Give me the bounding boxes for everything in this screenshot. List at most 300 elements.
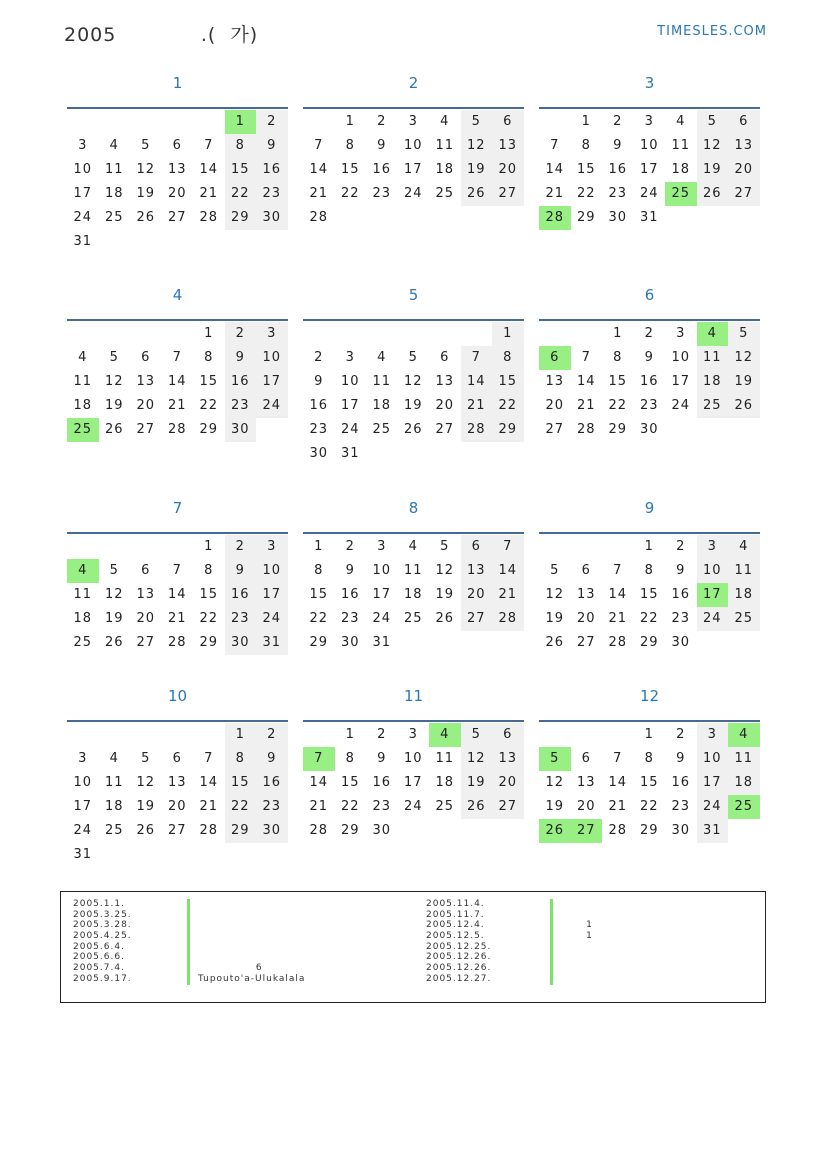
- day-cell: 5: [141, 138, 151, 153]
- day-cell: 6: [492, 110, 524, 134]
- day-cell: 16: [309, 398, 329, 413]
- day-cell: 19: [104, 398, 124, 413]
- day-cell: 14: [608, 775, 628, 790]
- holiday-marker-bar: [550, 920, 553, 931]
- day-cell: 28: [199, 823, 219, 838]
- day-cell: 2: [676, 539, 686, 554]
- day-cell: 9: [225, 346, 257, 370]
- day-cell: 14: [545, 162, 565, 177]
- day-cell: 21: [492, 583, 524, 607]
- day-cell: 24: [340, 422, 360, 437]
- day-cell: 1: [644, 539, 654, 554]
- month-header-rule: [539, 107, 760, 109]
- legend-row: [73, 952, 413, 963]
- day-cell: 17: [372, 587, 392, 602]
- day-cell: 6: [141, 350, 151, 365]
- day-cell: 25: [73, 635, 93, 650]
- day-cell: 3: [78, 751, 88, 766]
- day-cell: 20: [136, 611, 156, 626]
- day-cell: 1: [613, 326, 623, 341]
- day-cell: 15: [639, 775, 659, 790]
- day-cell: 19: [136, 799, 156, 814]
- day-cell: 23: [340, 611, 360, 626]
- day-cell: 10: [403, 138, 423, 153]
- day-cell: 20: [728, 158, 760, 182]
- day-cell: 2: [377, 727, 387, 742]
- day-cell: 26: [545, 635, 565, 650]
- legend-row: [73, 942, 413, 953]
- day-cell: 29: [340, 823, 360, 838]
- day-cell: 11: [104, 775, 124, 790]
- day-cell: 8: [644, 751, 654, 766]
- day-cell: 26: [728, 394, 760, 418]
- brand-logo-text[interactable]: TIMESLES.COM: [657, 24, 767, 39]
- day-cell: 15: [639, 587, 659, 602]
- holiday-marker-bar: [550, 963, 553, 974]
- day-cell: 26: [461, 182, 493, 206]
- holiday-date: 2005.11.7.: [426, 909, 485, 920]
- month-calendar-11: [303, 686, 524, 838]
- holiday-name: 1: [563, 931, 593, 942]
- day-cell: 5: [461, 723, 493, 747]
- day-cell: 2: [345, 539, 355, 554]
- day-cell: 9: [613, 138, 623, 153]
- holiday-date: 2005.12.27.: [426, 973, 492, 984]
- day-cell: 9: [377, 751, 387, 766]
- day-cell: 31: [73, 234, 93, 249]
- day-cell: 31: [340, 446, 360, 461]
- day-cell: 17: [403, 162, 423, 177]
- day-cell: 30: [340, 635, 360, 650]
- month-name: 7: [172, 499, 183, 517]
- legend-row: [73, 920, 413, 931]
- day-cell: 9: [377, 138, 387, 153]
- holiday-date: 2005.12.4.: [426, 920, 485, 931]
- legend-row: [426, 931, 756, 942]
- day-cell: 16: [372, 162, 392, 177]
- day-cell: 18: [435, 775, 455, 790]
- day-cell: 27: [167, 210, 187, 225]
- day-cell: 16: [256, 771, 288, 795]
- holiday-marker-bar: [550, 899, 553, 910]
- day-cell: 22: [340, 799, 360, 814]
- day-cell: 8: [644, 563, 654, 578]
- month-header-rule: [67, 107, 288, 109]
- day-cell: 8: [345, 751, 355, 766]
- day-cell: 24: [256, 607, 288, 631]
- holiday-date: 2005.9.17.: [73, 973, 132, 984]
- day-cell: 27: [136, 635, 156, 650]
- day-cell: 3: [78, 138, 88, 153]
- day-cell: 15: [492, 370, 524, 394]
- day-cell: 11: [403, 563, 423, 578]
- day-cell: 8: [314, 563, 324, 578]
- day-cell: 9: [676, 563, 686, 578]
- day-cell: 18: [697, 370, 729, 394]
- day-cell: 30: [372, 823, 392, 838]
- day-cell: 23: [639, 398, 659, 413]
- day-cell: 10: [73, 775, 93, 790]
- month-header-rule: [539, 532, 760, 534]
- day-cell: 13: [545, 374, 565, 389]
- holiday-date: 2005.12.26.: [426, 952, 492, 963]
- day-cell: 26: [104, 635, 124, 650]
- day-cell: 6: [440, 350, 450, 365]
- day-cell: 5: [141, 751, 151, 766]
- day-cell: 13: [576, 775, 596, 790]
- day-cell: 15: [199, 587, 219, 602]
- holiday-day-cell: 25: [67, 418, 99, 442]
- day-cell: 5: [697, 110, 729, 134]
- day-cell: 7: [204, 751, 214, 766]
- day-cell: 3: [256, 535, 288, 559]
- day-cell: 17: [671, 374, 691, 389]
- holiday-date: 2005.12.5.: [426, 931, 485, 942]
- day-cell: 8: [225, 747, 257, 771]
- day-cell: 28: [576, 422, 596, 437]
- holiday-date: 2005.3.25.: [73, 909, 132, 920]
- day-cell: 21: [199, 186, 219, 201]
- day-cell: 14: [576, 374, 596, 389]
- day-cell: 3: [676, 326, 686, 341]
- day-cell: 10: [697, 559, 729, 583]
- day-cell: 14: [492, 559, 524, 583]
- day-cell: 27: [576, 635, 596, 650]
- day-cell: 27: [492, 795, 524, 819]
- day-cell: 5: [461, 110, 493, 134]
- day-cell: 9: [256, 747, 288, 771]
- legend-row: [73, 974, 413, 985]
- holiday-marker-bar: [187, 920, 190, 931]
- holiday-marker-bar: [187, 942, 190, 953]
- day-cell: 17: [256, 370, 288, 394]
- day-cell: 10: [340, 374, 360, 389]
- day-cell: 24: [256, 394, 288, 418]
- day-cell: 25: [697, 394, 729, 418]
- month-header-rule: [303, 720, 524, 722]
- day-cell: 28: [309, 210, 329, 225]
- day-cell: 14: [199, 162, 219, 177]
- legend-row: [426, 899, 756, 910]
- day-cell: 12: [461, 134, 493, 158]
- day-cell: 24: [403, 186, 423, 201]
- day-cell: 12: [697, 134, 729, 158]
- day-cell: 26: [136, 210, 156, 225]
- day-cell: 3: [408, 114, 418, 129]
- day-cell: 2: [314, 350, 324, 365]
- day-cell: 14: [309, 775, 329, 790]
- day-cell: 23: [225, 607, 257, 631]
- day-cell: 21: [461, 394, 493, 418]
- day-cell: 5: [440, 539, 450, 554]
- day-cell: 8: [204, 350, 214, 365]
- day-cell: 14: [167, 587, 187, 602]
- day-cell: 14: [608, 587, 628, 602]
- holiday-marker-bar: [550, 910, 553, 921]
- day-cell: 20: [545, 398, 565, 413]
- holiday-day-cell: 1: [225, 110, 257, 134]
- day-cell: 10: [639, 138, 659, 153]
- day-cell: 12: [136, 162, 156, 177]
- day-cell: 16: [671, 587, 691, 602]
- day-cell: 31: [639, 210, 659, 225]
- day-cell: 25: [403, 611, 423, 626]
- day-cell: 25: [728, 607, 760, 631]
- day-cell: 15: [576, 162, 596, 177]
- day-cell: 25: [435, 186, 455, 201]
- day-cell: 21: [199, 799, 219, 814]
- day-cell: 14: [309, 162, 329, 177]
- day-cell: 16: [608, 162, 628, 177]
- day-cell: 12: [403, 374, 423, 389]
- holiday-marker-bar: [550, 974, 553, 985]
- day-cell: 31: [697, 819, 729, 843]
- holiday-date: 2005.6.4.: [73, 941, 125, 952]
- month-calendar-2: [303, 73, 524, 225]
- day-cell: 20: [461, 583, 493, 607]
- holiday-day-cell: 25: [665, 182, 697, 206]
- day-cell: 21: [545, 186, 565, 201]
- day-cell: 31: [372, 635, 392, 650]
- day-cell: 24: [73, 210, 93, 225]
- month-header-rule: [303, 107, 524, 109]
- month-name: 9: [644, 499, 655, 517]
- holiday-marker-bar: [550, 952, 553, 963]
- day-cell: 11: [435, 751, 455, 766]
- holiday-name: Tupouto'a-Ulukalala: [198, 973, 306, 984]
- holiday-date: 2005.1.1.: [73, 899, 125, 909]
- day-cell: 29: [639, 823, 659, 838]
- holiday-marker-bar: [187, 910, 190, 921]
- day-cell: 23: [372, 799, 392, 814]
- day-cell: 7: [172, 563, 182, 578]
- day-cell: 1: [644, 727, 654, 742]
- day-cell: 15: [309, 587, 329, 602]
- day-cell: 19: [104, 611, 124, 626]
- day-cell: 9: [314, 374, 324, 389]
- day-cell: 22: [340, 186, 360, 201]
- day-cell: 26: [104, 422, 124, 437]
- day-cell: 19: [435, 587, 455, 602]
- holiday-day-cell: 27: [571, 819, 603, 843]
- day-cell: 30: [256, 819, 288, 843]
- day-cell: 26: [403, 422, 423, 437]
- day-cell: 23: [671, 611, 691, 626]
- day-cell: 31: [256, 631, 288, 655]
- day-cell: 12: [545, 775, 565, 790]
- day-cell: 8: [581, 138, 591, 153]
- day-cell: 7: [581, 350, 591, 365]
- day-cell: 21: [608, 799, 628, 814]
- day-cell: 12: [104, 374, 124, 389]
- day-cell: 6: [581, 563, 591, 578]
- holiday-day-cell: 17: [697, 583, 729, 607]
- day-cell: 22: [492, 394, 524, 418]
- day-cell: 18: [671, 162, 691, 177]
- day-cell: 15: [225, 771, 257, 795]
- day-cell: 28: [167, 635, 187, 650]
- day-cell: 11: [372, 374, 392, 389]
- month-name: 11: [403, 687, 424, 705]
- day-cell: 19: [697, 158, 729, 182]
- legend-column-left: [73, 899, 413, 985]
- day-cell: 18: [403, 587, 423, 602]
- day-cell: 11: [728, 559, 760, 583]
- day-cell: 2: [676, 727, 686, 742]
- holiday-day-cell: 28: [539, 206, 571, 230]
- day-cell: 30: [671, 823, 691, 838]
- month-header-rule: [539, 319, 760, 321]
- day-cell: 26: [435, 611, 455, 626]
- day-cell: 3: [697, 535, 729, 559]
- day-cell: 23: [608, 186, 628, 201]
- month-header-rule: [67, 532, 288, 534]
- day-cell: 20: [492, 771, 524, 795]
- day-cell: 13: [728, 134, 760, 158]
- day-cell: 27: [461, 607, 493, 631]
- day-cell: 13: [576, 587, 596, 602]
- holiday-marker-bar: [187, 931, 190, 942]
- day-cell: 14: [461, 370, 493, 394]
- day-cell: 8: [345, 138, 355, 153]
- day-cell: 11: [104, 162, 124, 177]
- day-cell: 7: [492, 535, 524, 559]
- holiday-day-cell: 25: [728, 795, 760, 819]
- day-cell: 6: [581, 751, 591, 766]
- day-cell: 18: [435, 162, 455, 177]
- day-cell: 6: [728, 110, 760, 134]
- day-cell: 27: [545, 422, 565, 437]
- day-cell: 4: [377, 350, 387, 365]
- holiday-day-cell: 26: [539, 819, 571, 843]
- month-calendar-12: [539, 686, 760, 838]
- day-cell: 5: [109, 350, 119, 365]
- day-cell: 26: [136, 823, 156, 838]
- day-cell: 29: [608, 422, 628, 437]
- holiday-marker-bar: [550, 942, 553, 953]
- day-cell: 17: [73, 186, 93, 201]
- day-cell: 13: [435, 374, 455, 389]
- day-cell: 19: [545, 611, 565, 626]
- day-cell: 16: [639, 374, 659, 389]
- holiday-marker-bar: [187, 963, 190, 974]
- day-cell: 1: [581, 114, 591, 129]
- day-cell: 25: [104, 823, 124, 838]
- day-cell: 19: [136, 186, 156, 201]
- holiday-date: 2005.3.28.: [73, 920, 132, 931]
- day-cell: 24: [372, 611, 392, 626]
- day-cell: 16: [225, 583, 257, 607]
- day-cell: 28: [199, 210, 219, 225]
- month-header-rule: [539, 720, 760, 722]
- day-cell: 21: [608, 611, 628, 626]
- day-cell: 18: [372, 398, 392, 413]
- day-cell: 13: [136, 374, 156, 389]
- day-cell: 30: [256, 206, 288, 230]
- day-cell: 7: [613, 751, 623, 766]
- day-cell: 9: [676, 751, 686, 766]
- day-cell: 1: [225, 723, 257, 747]
- day-cell: 18: [104, 799, 124, 814]
- day-cell: 15: [608, 374, 628, 389]
- day-cell: 15: [199, 374, 219, 389]
- day-cell: 22: [639, 611, 659, 626]
- day-cell: 20: [576, 611, 596, 626]
- day-cell: 20: [492, 158, 524, 182]
- month-calendar-5: [303, 285, 524, 461]
- day-cell: 11: [728, 747, 760, 771]
- month-header-rule: [67, 319, 288, 321]
- day-cell: 20: [136, 398, 156, 413]
- day-cell: 29: [225, 819, 257, 843]
- day-cell: 24: [639, 186, 659, 201]
- holiday-date: 2005.6.6.: [73, 952, 125, 963]
- holiday-day-cell: 7: [303, 747, 335, 771]
- day-cell: 19: [403, 398, 423, 413]
- day-cell: 28: [608, 823, 628, 838]
- day-cell: 16: [372, 775, 392, 790]
- holiday-marker-bar: [187, 899, 190, 910]
- day-cell: 6: [492, 723, 524, 747]
- day-cell: 21: [167, 611, 187, 626]
- day-cell: 22: [608, 398, 628, 413]
- day-cell: 12: [435, 563, 455, 578]
- holiday-day-cell: 4: [697, 322, 729, 346]
- day-cell: 30: [309, 446, 329, 461]
- day-cell: 3: [408, 727, 418, 742]
- day-cell: 7: [613, 563, 623, 578]
- holiday-day-cell: 4: [67, 559, 99, 583]
- holiday-day-cell: 4: [429, 723, 461, 747]
- day-cell: 5: [109, 563, 119, 578]
- day-cell: 28: [492, 607, 524, 631]
- day-cell: 9: [256, 134, 288, 158]
- day-cell: 11: [671, 138, 691, 153]
- day-cell: 27: [492, 182, 524, 206]
- day-cell: 20: [576, 799, 596, 814]
- day-cell: 11: [73, 374, 93, 389]
- month-header-rule: [303, 532, 524, 534]
- day-cell: 1: [492, 322, 524, 346]
- day-cell: 4: [109, 138, 119, 153]
- day-cell: 24: [697, 607, 729, 631]
- day-cell: 30: [225, 631, 257, 655]
- month-name: 2: [408, 74, 419, 92]
- month-header-rule: [67, 720, 288, 722]
- day-cell: 28: [608, 635, 628, 650]
- day-cell: 7: [461, 346, 493, 370]
- day-cell: 27: [136, 422, 156, 437]
- day-cell: 4: [728, 535, 760, 559]
- day-cell: 6: [461, 535, 493, 559]
- day-cell: 6: [141, 563, 151, 578]
- holiday-marker-bar: [187, 974, 190, 985]
- day-cell: 19: [461, 158, 493, 182]
- day-cell: 4: [440, 114, 450, 129]
- day-cell: 16: [340, 587, 360, 602]
- day-cell: 27: [728, 182, 760, 206]
- month-name: 3: [644, 74, 655, 92]
- day-cell: 4: [78, 350, 88, 365]
- day-cell: 15: [340, 162, 360, 177]
- legend-row: [426, 910, 756, 921]
- day-cell: 16: [225, 370, 257, 394]
- holiday-day-cell: 5: [539, 747, 571, 771]
- day-cell: 7: [204, 138, 214, 153]
- day-cell: 26: [697, 182, 729, 206]
- day-cell: 2: [644, 326, 654, 341]
- day-cell: 11: [697, 346, 729, 370]
